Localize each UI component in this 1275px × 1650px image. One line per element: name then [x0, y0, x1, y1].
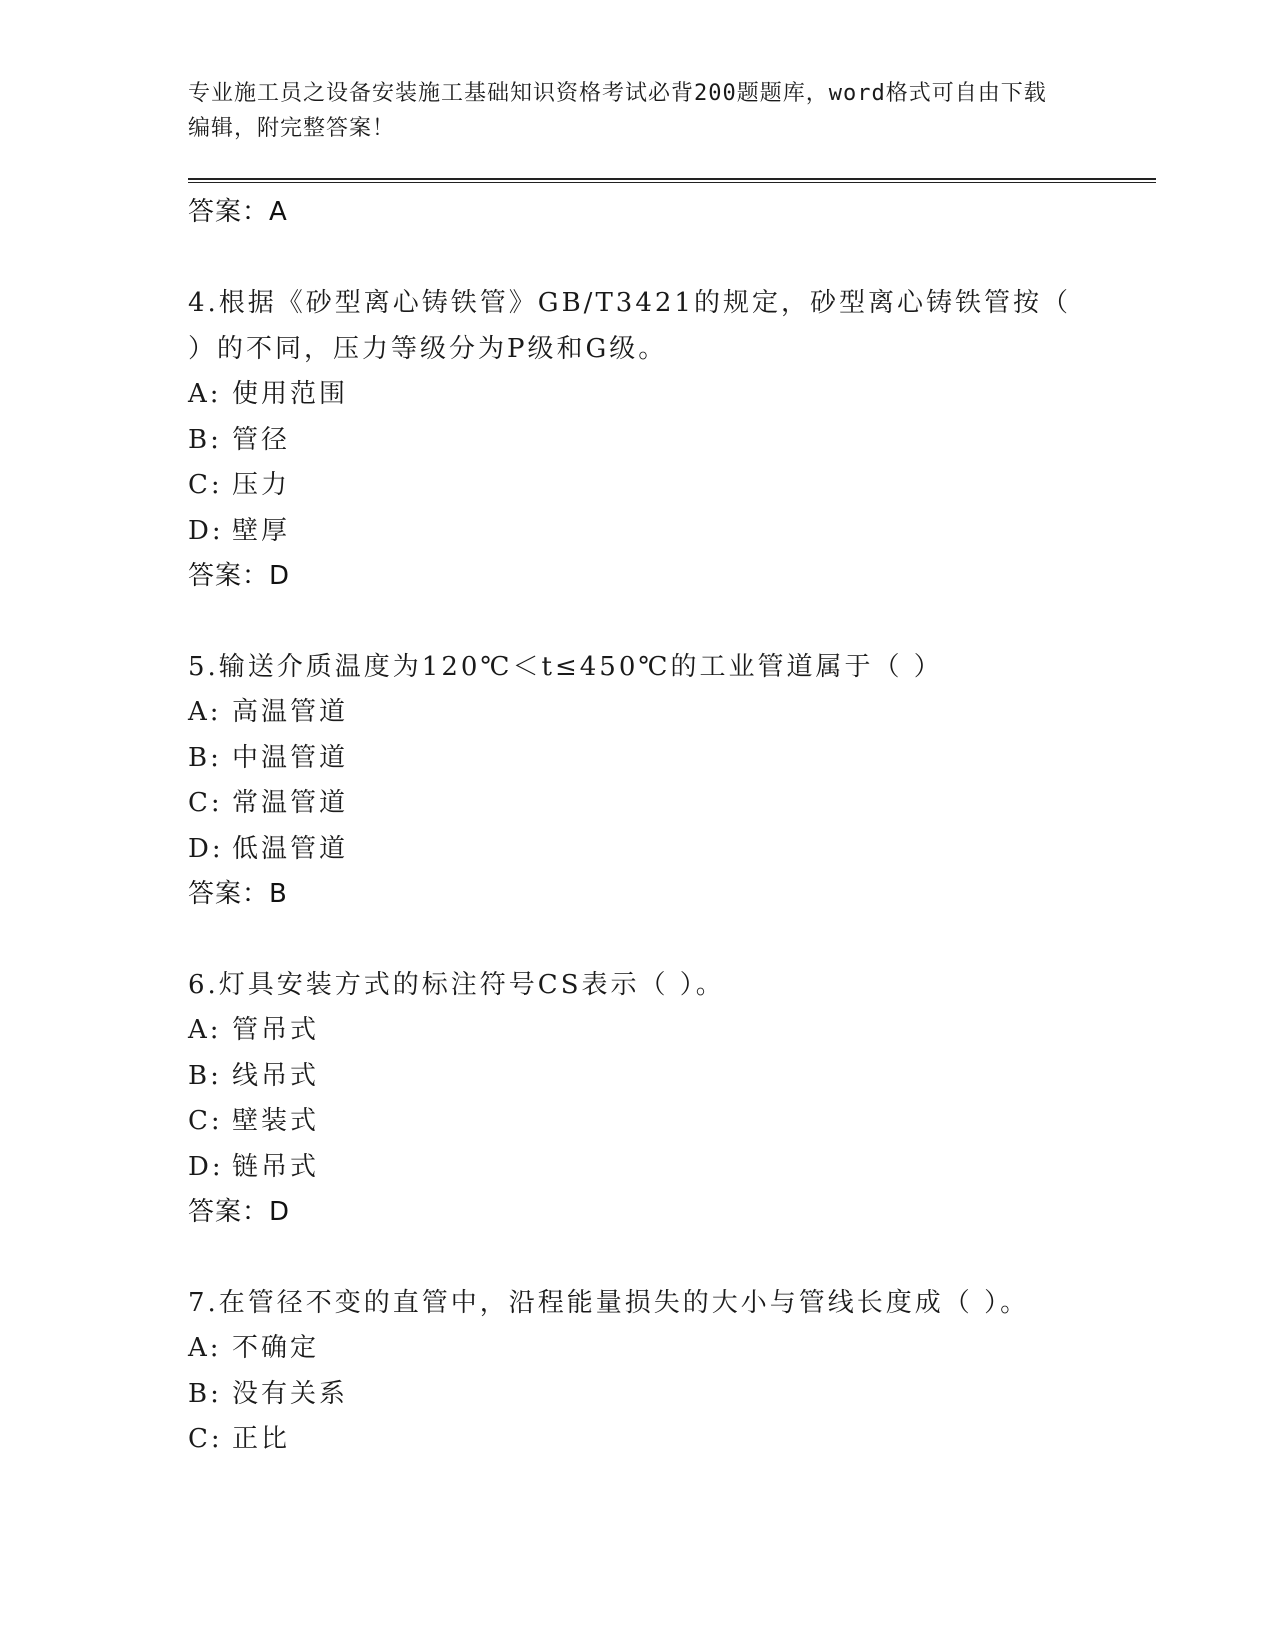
option-text: 线吊式 — [232, 1060, 320, 1091]
option-text: 壁厚 — [232, 515, 291, 546]
question-stem: 6.灯具安装方式的标注符号CS表示（ ）。 — [188, 970, 725, 1000]
header-divider — [188, 178, 1156, 183]
option-text: 高温管道 — [232, 697, 349, 727]
option-a — [188, 690, 1088, 736]
option-c — [188, 1099, 1088, 1145]
option-key: A: — [188, 1333, 222, 1363]
option-text: 管径 — [232, 424, 291, 455]
option-key: B: — [188, 424, 222, 455]
option-key: A: — [188, 379, 222, 409]
answer-line: 答案：A — [188, 197, 288, 227]
question-stem: 7.在管径不变的直管中，沿程能量损失的大小与管线长度成（ ）。 — [188, 1288, 1030, 1318]
document-header: 专业施工员之设备安装施工基础知识资格考试必背200题题库，word格式可自由下载编辑，附完整答案！ — [188, 81, 1047, 141]
option-c — [188, 781, 1088, 827]
option-key: C: — [188, 1106, 223, 1136]
option-d — [188, 1145, 1088, 1191]
question-list — [188, 190, 1088, 1463]
option-text: 链吊式 — [232, 1151, 320, 1182]
option-text: 常温管道 — [232, 788, 349, 818]
question-block — [188, 962, 1088, 1234]
option-b — [188, 418, 1088, 464]
question-block — [188, 280, 1088, 598]
option-text: 压力 — [232, 470, 291, 500]
option-a — [188, 1008, 1088, 1054]
answer-line: 答案：D — [188, 561, 291, 591]
option-a — [188, 372, 1088, 418]
option-key: C: — [188, 1424, 223, 1454]
option-key: A: — [188, 1015, 222, 1045]
option-text: 不确定 — [232, 1333, 320, 1363]
option-text: 使用范围 — [232, 379, 349, 409]
option-b — [188, 736, 1088, 782]
option-text: 管吊式 — [232, 1015, 320, 1045]
option-c — [188, 1417, 1088, 1463]
option-b — [188, 1054, 1088, 1100]
question-stem: 5.输送介质温度为120℃＜t≤450℃的工业管道属于（ ） — [188, 652, 943, 682]
option-key: C: — [188, 788, 223, 818]
answer-line: 答案：B — [188, 879, 288, 909]
option-text: 中温管道 — [232, 742, 349, 773]
option-text: 低温管道 — [232, 833, 349, 864]
option-key: B: — [188, 1378, 222, 1409]
option-text: 正比 — [232, 1424, 291, 1454]
answer-line: 答案：D — [188, 1197, 291, 1227]
option-b — [188, 1372, 1088, 1418]
option-d — [188, 509, 1088, 555]
question-block — [188, 644, 1088, 916]
option-key: B: — [188, 1060, 222, 1091]
option-key: D: — [188, 833, 224, 864]
option-text: 没有关系 — [232, 1378, 349, 1409]
option-text: 壁装式 — [232, 1106, 320, 1136]
option-a — [188, 1326, 1088, 1372]
question-stem: 4.根据《砂型离心铸铁管》GB/T3421的规定，砂型离心铸铁管按（ ）的不同，压力等级分为P级和G级。 — [188, 288, 1071, 364]
option-key: C: — [188, 470, 223, 500]
option-key: B: — [188, 742, 222, 773]
option-key: D: — [188, 1151, 224, 1182]
option-d — [188, 827, 1088, 873]
option-key: D: — [188, 515, 224, 546]
option-key: A: — [188, 697, 222, 727]
option-c — [188, 463, 1088, 509]
question-block — [188, 1280, 1088, 1463]
